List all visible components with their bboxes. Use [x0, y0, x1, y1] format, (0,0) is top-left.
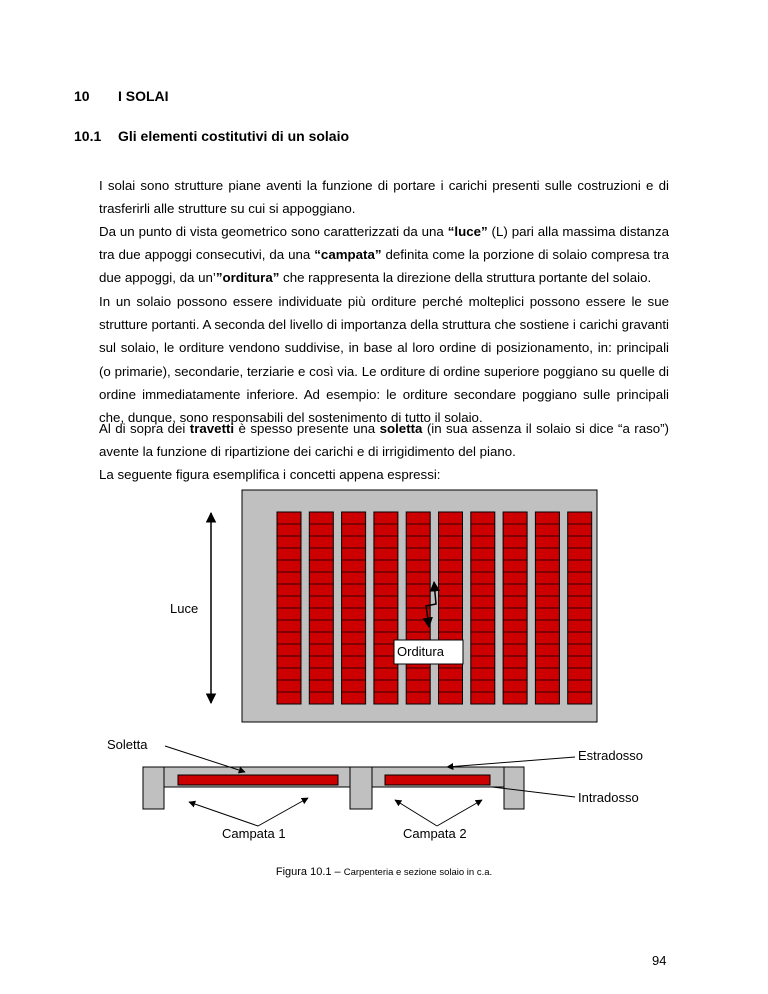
paragraph-3: In un solaio possono essere individuate più orditure perché molteplici possono essere le sue strutture portanti. A seconda del livello di importanza della struttura che sostiene i carichi gravanti sul solaio, le orditure vendono suddivise, in base al loro ordine di posizionamento, in: principali (o primarie), secondarie, terziarie e così via. Le orditure di ordine superiore poggiano su quelle di ordine immediatamente inferiore. Ad esempio: le orditure secondare poggiano sulle principali che, dunque, sono responsabili del sostenimento di tutto il solaio.	[99, 294, 669, 426]
estradosso-leader	[447, 757, 575, 767]
term-luce: “luce”	[447, 224, 488, 239]
chapter-title: I SOLAI	[118, 88, 169, 104]
label-campata-2: Campata 2	[403, 826, 467, 841]
joist	[568, 512, 592, 704]
term-travetti: travetti	[189, 421, 235, 436]
support-left	[143, 767, 164, 809]
joist	[277, 512, 301, 704]
campata1-leader-left	[189, 802, 258, 826]
joist	[439, 512, 463, 704]
joist	[535, 512, 559, 704]
term-orditura: ”orditura”	[215, 270, 280, 286]
joist	[471, 512, 495, 704]
term-campata: “campata”	[314, 247, 382, 263]
support-right	[504, 767, 524, 809]
figure-caption: Figura 10.1 – Carpenteria e sezione solaio in c.a.	[275, 866, 493, 878]
joist	[342, 512, 366, 704]
term-soletta: soletta	[379, 421, 423, 436]
paragraph-5: La seguente figura esemplifica i concetti appena espressi:	[99, 467, 441, 482]
campata2-leader-left	[395, 800, 437, 826]
label-estradosso: Estradosso	[578, 748, 644, 763]
paragraph-1: I solai sono strutture piane aventi la funzione di portare i carichi presenti sulle costruzioni e di trasferirli alle strutture su cui si appoggiano.	[99, 178, 669, 217]
campata2-leader-right	[437, 800, 482, 826]
label-orditura: Orditura	[397, 644, 444, 659]
support-middle	[350, 767, 372, 809]
label-soletta: Soletta	[107, 737, 148, 752]
joist-section-2	[385, 775, 490, 785]
section-title: Gli elementi costitutivi di un solaio	[118, 128, 350, 144]
chapter-number: 10	[74, 88, 90, 104]
label-luce: Luce	[170, 601, 199, 616]
joist	[503, 512, 527, 704]
joist-section-1	[178, 775, 338, 785]
paragraph-4: Al di sopra dei travetti è spesso presente una soletta (in sua assenza il solaio si dice “a raso”) avente la funzione di ripartizione dei carichi e di irrigidimento del piano.	[99, 421, 669, 460]
paragraph-2: Da un punto di vista geometrico sono caratterizzati da una “luce” (L) pari alla massima distanza tra due appoggi consecutivi, da una “campata” definita come la porzione di solaio compresa tra due appoggi, da un’”orditura” che rappresenta la direzione della struttura portante del solaio.	[99, 224, 670, 286]
campata1-leader-right	[258, 798, 308, 826]
label-campata-1: Campata 1	[222, 826, 286, 841]
page-number: 94	[652, 953, 667, 968]
section-number: 10.1	[74, 128, 102, 144]
joist	[309, 512, 333, 704]
label-intradosso: Intradosso	[578, 790, 639, 805]
joist	[374, 512, 398, 704]
